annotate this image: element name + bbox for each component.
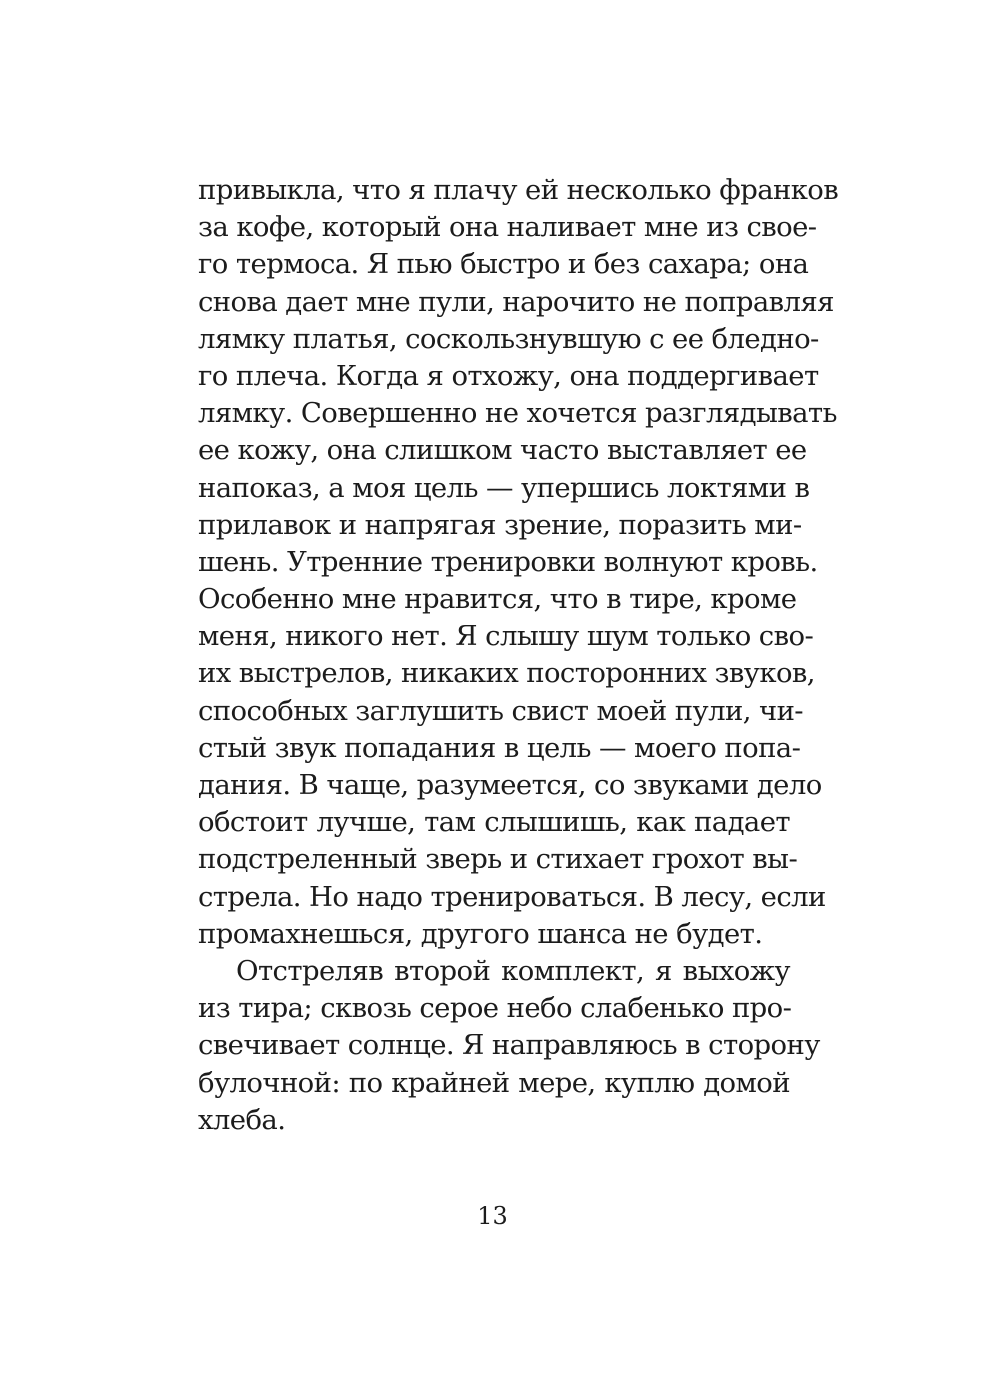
text-line: их выстрелов, никаких посторонних звуков, xyxy=(198,657,815,690)
text-line: Отстреляв второй комплект, я выхожу xyxy=(236,954,790,987)
body-text xyxy=(198,172,839,1139)
text-line: привыкла, что я плачу ей несколько франков xyxy=(198,174,839,206)
text-line: ее кожу, она слишком часто выставляет ее xyxy=(198,434,807,467)
text-line: способных заглушить свист моей пули, чи- xyxy=(198,694,803,727)
text-line: меня, никого нет. Я слышу шум только сво- xyxy=(198,620,814,653)
page-number: 13 xyxy=(477,1202,508,1230)
paragraph-1 xyxy=(198,172,839,953)
text-line: лямку платья, соскользнувшую с ее бледно- xyxy=(198,322,819,355)
text-line: подстреленный зверь и стихает грохот вы- xyxy=(198,843,798,876)
text-line: обстоит лучше, там слышишь, как падает xyxy=(198,806,790,839)
paragraph-2 xyxy=(198,953,820,1139)
text-line: шень. Утренние тренировки волнуют кровь. xyxy=(198,545,818,578)
text-line: за кофе, который она наливает мне из свое- xyxy=(198,211,817,244)
text-line: Особенно мне нравится, что в тире, кроме xyxy=(198,583,797,616)
text-line: булочной: по крайней мере, куплю домой xyxy=(198,1066,790,1099)
text-line: прилавок и напрягая зрение, поразить ми- xyxy=(198,508,802,541)
text-line: напоказ, а моя цель — упершись локтями в xyxy=(198,471,810,504)
text-line: лямку. Совершенно не хочется разглядывать xyxy=(198,397,837,430)
text-line: го плеча. Когда я отхожу, она поддергивает xyxy=(198,359,819,392)
text-line: стый звук попадания в цель — моего попа- xyxy=(198,731,801,764)
text-line: из тира; сквозь серое небо слабенько про- xyxy=(198,992,792,1025)
text-line: го термоса. Я пью быстро и без сахара; она xyxy=(198,248,809,281)
text-line: стрела. Но надо тренироваться. В лесу, если xyxy=(198,880,826,913)
text-line: хлеба. xyxy=(198,1103,286,1136)
text-line: снова дает мне пули, нарочито не поправляя xyxy=(198,285,834,318)
text-line: промахнешься, другого шанса не будет. xyxy=(198,917,763,950)
text-line: дания. В чаще, разумеется, со звуками дело xyxy=(198,769,822,801)
text-line: свечивает солнце. Я направляюсь в сторону xyxy=(198,1029,820,1062)
